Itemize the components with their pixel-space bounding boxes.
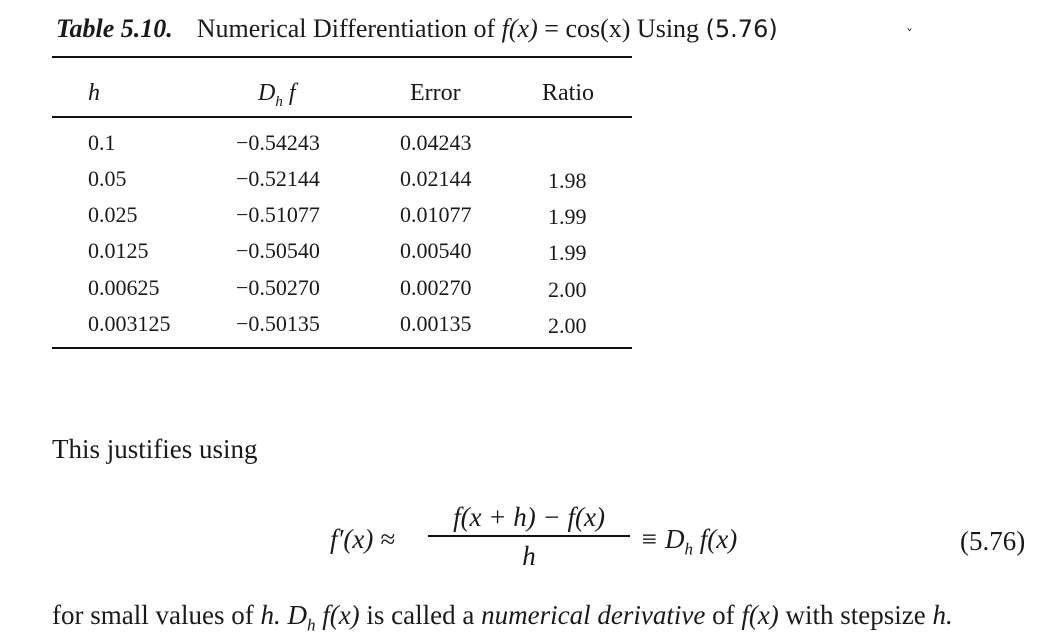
- cell-dhf: −0.54243: [236, 130, 320, 155]
- equation-rhs: [640, 524, 737, 559]
- para2-fx2: f(x): [741, 600, 779, 630]
- para2-term: numerical derivative: [481, 600, 706, 630]
- equation-rhs-tail: f(x): [699, 524, 738, 554]
- cell-ratio: 1.98: [548, 168, 587, 193]
- cell-error: 0.02144: [400, 166, 472, 191]
- para2-d-sub: h: [306, 615, 316, 635]
- cell-dhf: −0.51077: [236, 202, 320, 227]
- equation-number: (5.76): [960, 526, 1026, 556]
- caption-text-suffix: Using: [636, 14, 700, 43]
- caption-rhs: cos(x): [565, 14, 631, 43]
- header-dhf: [258, 80, 296, 111]
- stray-mark: ˇ: [906, 28, 913, 44]
- caption-text-prefix: Numerical Differentiation of: [196, 14, 496, 43]
- cell-error: 0.01077: [400, 202, 472, 227]
- header-h: h: [88, 80, 100, 106]
- header-ratio: Ratio: [542, 80, 594, 106]
- table-caption: [56, 14, 778, 44]
- equation-denominator: h: [522, 541, 536, 571]
- caption-reference: (5.76): [705, 15, 778, 43]
- cell-dhf: −0.52144: [236, 166, 320, 191]
- para2-text-3: of: [712, 600, 735, 630]
- header-dhf-sub: h: [275, 93, 283, 110]
- equation-lhs: f′(x) ≈: [330, 524, 395, 554]
- cell-h: 0.00625: [88, 275, 160, 300]
- cell-h: 0.05: [88, 166, 127, 191]
- paragraph-intro: This justifies using: [52, 434, 258, 464]
- para2-h2: h.: [932, 600, 953, 630]
- para2-d: D: [287, 600, 307, 630]
- cell-h: 0.1: [88, 130, 116, 155]
- cell-dhf: −0.50135: [236, 311, 320, 336]
- para2-text-2: is called a: [366, 600, 475, 630]
- cell-dhf: −0.50270: [236, 275, 320, 300]
- table-bottom-rule: [52, 347, 632, 349]
- header-error: Error: [410, 80, 461, 106]
- cell-error: 0.00270: [400, 275, 472, 300]
- cell-ratio: 1.99: [548, 204, 587, 229]
- table-label: Table 5.10.: [56, 14, 173, 43]
- header-dhf-f: f: [288, 80, 296, 106]
- cell-error: 0.00135: [400, 311, 472, 336]
- para2-text-1: for small values of: [52, 600, 254, 630]
- table-header-rule: [52, 116, 632, 118]
- cell-ratio: 2.00: [548, 277, 587, 302]
- caption-function: f(x): [501, 14, 538, 43]
- cell-ratio: 1.99: [548, 240, 587, 265]
- cell-h: 0.003125: [88, 311, 171, 336]
- para2-text-4: with stepsize: [785, 600, 926, 630]
- cell-error: 0.04243: [400, 130, 472, 155]
- table-top-rule: [52, 56, 632, 58]
- equation-rhs-sub: h: [684, 539, 693, 559]
- fraction-bar: [428, 535, 630, 537]
- cell-error: 0.00540: [400, 238, 472, 263]
- cell-dhf: −0.50540: [236, 238, 320, 263]
- para2-h: h.: [260, 600, 281, 630]
- equation-fraction: [428, 502, 630, 572]
- para2-fx: f(x): [322, 600, 360, 630]
- cell-h: 0.025: [88, 202, 138, 227]
- equation-rhs-d: ≡ D: [640, 524, 685, 554]
- equation-numerator: f(x + h) − f(x): [453, 502, 605, 532]
- header-dhf-d: D: [258, 80, 276, 106]
- cell-ratio: 2.00: [548, 313, 587, 338]
- cell-h: 0.0125: [88, 238, 149, 263]
- caption-equals: =: [544, 14, 559, 43]
- paragraph-definition: [52, 600, 953, 635]
